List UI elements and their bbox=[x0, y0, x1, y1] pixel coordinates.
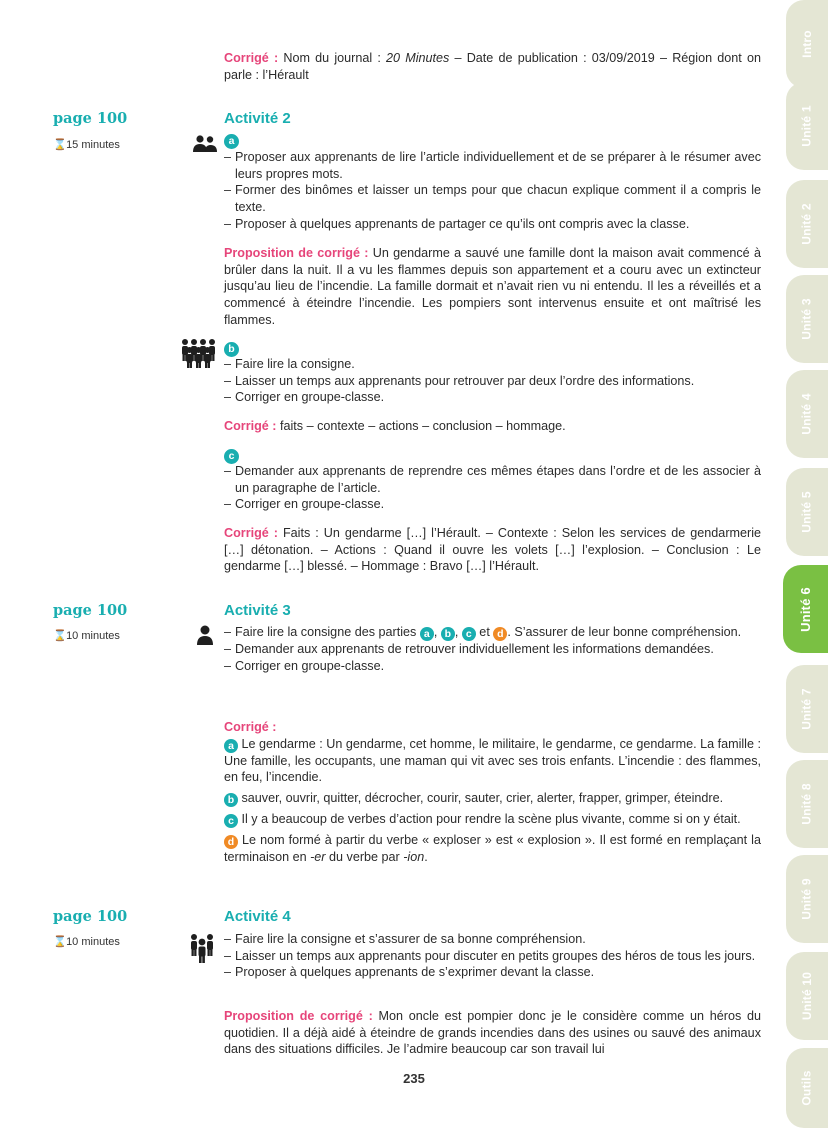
list-item: – Faire lire la consigne des parties a , b , c et d . S’assurer de leur bonne compréhension. bbox=[224, 624, 761, 641]
tab-unite-7[interactable]: Unité 7 bbox=[786, 665, 828, 753]
act2-part-a bbox=[224, 130, 761, 149]
act4-list bbox=[224, 931, 761, 981]
page-number: 235 bbox=[403, 1071, 425, 1086]
list-item: – Demander aux apprenants de reprendre ces mêmes étapes dans l’ordre et de les associer à un paragraphe de l’article. bbox=[224, 463, 761, 496]
tab-unite-5[interactable]: Unité 5 bbox=[786, 468, 828, 556]
list-item: – Proposer à quelques apprenants de partager ce qu’ils ont compris avec la classe. bbox=[224, 216, 761, 233]
unit-tab-strip bbox=[783, 0, 828, 1123]
letter-badge-c: c bbox=[224, 449, 239, 464]
tab-intro[interactable]: Intro bbox=[786, 0, 828, 88]
list-item: – Laisser un temps aux apprenants pour discuter en petits groupes des héros de tous les jours. bbox=[224, 948, 761, 965]
act2-b-corrige: Corrigé : faits – contexte – actions – conclusion – hommage. bbox=[224, 419, 566, 433]
act2-page-ref: page 100 bbox=[53, 110, 128, 127]
letter-badge-c: c bbox=[462, 627, 476, 641]
group-work-icon bbox=[180, 338, 218, 368]
list-item: – Corriger en groupe-classe. bbox=[224, 496, 761, 513]
list-item: – Faire lire la consigne et s’assurer de sa bonne compréhension. bbox=[224, 931, 761, 948]
letter-badge-b: b bbox=[224, 342, 239, 357]
hourglass-icon: ⌛ bbox=[53, 630, 67, 642]
list-item: – Former des binômes et laisser un temps pour que chacun explique comment il a compris le texte. bbox=[224, 182, 761, 215]
act4-page-ref: page 100 bbox=[53, 908, 128, 925]
tab-unite-3[interactable]: Unité 3 bbox=[786, 275, 828, 363]
list-item: – Corriger en groupe-classe. bbox=[224, 389, 761, 406]
individual-work-icon bbox=[197, 625, 213, 645]
letter-badge-b: b bbox=[441, 627, 455, 641]
act3-title: Activité 3 bbox=[224, 602, 291, 619]
tab-unite-6[interactable]: Unité 6 bbox=[783, 565, 828, 653]
answer-d: d Le nom formé à partir du verbe « exploser » est « explosion ». Il est formé en remplaçant la terminaison en -er du verbe par -ion. bbox=[224, 833, 761, 865]
list-item: – Corriger en groupe-classe. bbox=[224, 658, 761, 675]
tab-unite-4[interactable]: Unité 4 bbox=[786, 370, 828, 458]
pair-work-icon bbox=[192, 135, 218, 153]
act2-duration: ⌛ 15 minutes bbox=[53, 139, 120, 151]
letter-badge-a: a bbox=[224, 134, 239, 149]
letter-badge-a: a bbox=[224, 739, 238, 753]
tab-outils[interactable]: Outils bbox=[786, 1048, 828, 1128]
small-group-icon bbox=[189, 933, 215, 963]
act2-title: Activité 2 bbox=[224, 110, 291, 127]
act4-corrige: Proposition de corrigé : Mon oncle est pompier donc je le considère comme un héros du quotidien. Il a déjà aidé à éteindre de grands incendies dans des usines ou sauvé des animaux dans des situations difficiles. Je l’admire beaucoup car son travail lui bbox=[224, 1009, 761, 1057]
tab-unite-8[interactable]: Unité 8 bbox=[786, 760, 828, 848]
act3-list bbox=[224, 624, 761, 674]
act4-duration: ⌛ 10 minutes bbox=[53, 936, 120, 948]
list-item: – Laisser un temps aux apprenants pour retrouver par deux l’ordre des informations. bbox=[224, 373, 761, 390]
act4-title: Activité 4 bbox=[224, 908, 291, 925]
letter-badge-d: d bbox=[224, 835, 238, 849]
tab-unite-10[interactable]: Unité 10 bbox=[786, 952, 828, 1040]
list-item: – Proposer à quelques apprenants de s’exprimer devant la classe. bbox=[224, 964, 761, 981]
answer-b: b sauver, ouvrir, quitter, décrocher, courir, sauter, crier, alerter, frapper, grimper, éteindre. bbox=[224, 790, 761, 807]
letter-badge-b: b bbox=[224, 793, 238, 807]
act2-part-b bbox=[224, 338, 761, 357]
tab-unite-2[interactable]: Unité 2 bbox=[786, 180, 828, 268]
hourglass-icon: ⌛ bbox=[53, 139, 67, 151]
hourglass-icon: ⌛ bbox=[53, 936, 67, 948]
act2-c-list bbox=[224, 463, 761, 513]
tab-unite-9[interactable]: Unité 9 bbox=[786, 855, 828, 943]
letter-badge-a: a bbox=[420, 627, 434, 641]
letter-badge-c: c bbox=[224, 814, 238, 828]
top-corrige: Corrigé : Nom du journal : 20 Minutes – Date de publication : 03/09/2019 – Région dont on parle : l’Hérault bbox=[224, 51, 762, 82]
act2-b-list bbox=[224, 356, 761, 406]
list-item: – Demander aux apprenants de retrouver individuellement les informations demandées. bbox=[224, 641, 761, 658]
act2-c-corrige: Corrigé : Faits : Un gendarme […] l’Hérault. – Contexte : Selon les services de gendarmerie […] détonation. – Actions : Quand il ouvre les volets […] l’explosion. – Conclusion : Le gendarme […] blessé. – Hommage : Bravo […] l’Hérault. bbox=[224, 526, 761, 574]
list-item: – Faire lire la consigne. bbox=[224, 356, 761, 373]
act3-duration: ⌛ 10 minutes bbox=[53, 630, 120, 642]
list-item: – Proposer aux apprenants de lire l’article individuellement et de se préparer à le résumer avec leurs propres mots. bbox=[224, 149, 761, 182]
act2-a-corrige: Proposition de corrigé : Un gendarme a sauvé une famille dont la maison avait commencé à brûler dans la nuit. Il a vu les flammes depuis son appartement et a couru avec un extincteur jusqu’au lieu de l’incendie. La famille dormait et n’avait rien vu ni entendu. Il les a réveillés et a commencé à éteindre l’incendie. Les pompiers sont intervenus ensuite et ont maîtrisé les flammes. bbox=[224, 246, 761, 327]
act2-a-list bbox=[224, 149, 761, 233]
answer-a: a Le gendarme : Un gendarme, cet homme, le militaire, le gendarme, ce gendarme. La famille : Une famille, les occupants, une maman qui vit avec ses trois enfants. L’incendie : des flammes, en feu, l’incendie. bbox=[224, 736, 761, 785]
answer-c: c Il y a beaucoup de verbes d’action pour rendre la scène plus vivante, comme si on y était. bbox=[224, 811, 761, 828]
letter-badge-d: d bbox=[493, 627, 507, 641]
act2-part-c bbox=[224, 445, 761, 464]
act3-page-ref: page 100 bbox=[53, 602, 128, 619]
tab-unite-1[interactable]: Unité 1 bbox=[786, 82, 828, 170]
act3-corrige: Corrigé : a Le gendarme : Un gendarme, cet homme, le militaire, le gendarme, ce gendarme. La famille : Une famille, les occupants, une maman qui vit avec ses trois enfants. L’incendie : des flammes, en feu, l’incendie. b sauver, ouvrir, quitter, décrocher, courir, sauter, crier, alerter, frapper, grimper, éteindre. c Il y a beaucoup de verbes d’action pour rendre la scène plus vivante, comme si on y était. d Le nom formé à partir du verbe « exploser » est « explosion ». Il est formé en remplaçant la terminaison en -er du verbe par -ion. bbox=[224, 720, 761, 865]
